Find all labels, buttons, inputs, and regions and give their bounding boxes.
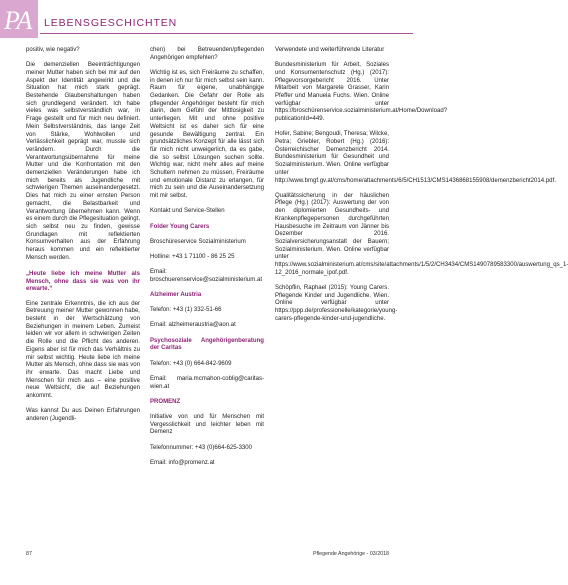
contact-org: Folder Young Carers (150, 223, 210, 230)
contact-org: PROMENZ (150, 398, 181, 405)
contact-block (150, 292, 264, 330)
contact-line: Initiative von und für Menschen mit Vergesslichkeit und leichter leben mit Demenz (150, 413, 264, 436)
question-tail: chen) bei Betreuenden/pflegenden Angehörigen empfehlen? (150, 47, 264, 61)
paragraph: Eine zentrale Erkenntnis, die ich aus der Betreuung meiner Mutter gewonnen habe, besteht in der Wertschätzung von Beziehungen in meinem Leben. Zumeist leiden wir vor allem in schwierigen Zeiten die Rolle und die Pflicht des anderen. Eigens aber ist für mich das Verhältnis zu mir selbst wichtig. Heute liebe ich meine Mutter als Mensch, ohne dass sie was von ihr erwarte. Das macht Liebe und Menschen für mich aus – eine positive neue Weltsicht, die auf Beziehungen ankommt. (26, 300, 140, 400)
contact-line: Telefon: +43 (1) 332-51-66 (150, 307, 222, 314)
svg-text:PA: PA (4, 6, 33, 35)
question: Was kannst Du aus Deinen Erfahrungen anderen (Jugendli- (26, 408, 140, 422)
paragraph: Wichtig ist es, sich Freiräume zu schaffen, in denen ich nur für mich selbst sein kann. Raum für eigene, unabhängige Gedanken. Die Gefahr der Rolle als pflegender Angehöriger besteht für mich darin, dem Gefühl der Mittlosigkeit zu unterliegen. Mit und ohne positive Weltsicht ist es daher sich für eine gesunde Bewältigung zentral. Ein grundsätzliches Konzept für alle lässt sich für mich nicht unweigerlich, da es gabe, die so selbst Lösungen suchen sollte. Wichtig war, nicht mehr alles auf meine Schultern nehmen zu müssen, Freiräume und emotionale Distanz zu erlangen, für mich zu sein und die Auseinandersetzung mit mir selbst. (150, 69, 264, 200)
contact-line: Telefon: +43 (0) 664-842-9609 (150, 360, 232, 367)
reference: Bundesministerium für Arbeit, Soziales und Konsumentenschutz (Hg.) (2017): Pflegevorsorgebericht 2016. Unter Mitarbeit von Margarete Grasser, Karin Pfeffer und Manuela Fuchs. Wien. Online verfügbar unter https://broschürenservice.sozialministerium.at/Home/Download?publicationId=449. (275, 62, 448, 123)
contact-org: Alzheimer Austria (150, 292, 202, 299)
page-number: 87 (26, 551, 32, 557)
contact-org: Psychosoziale Angehörigenberatung der Caritas (150, 337, 264, 352)
contact-line: Hotline: +43 1 71100 - 86 25 25 (150, 253, 235, 260)
literature-heading: Verwendete und weiterführende Literatur (275, 47, 385, 53)
contact-block (150, 224, 264, 285)
column-2 (150, 47, 264, 475)
section-title: LEBENSGESCHICHTEN (44, 17, 178, 29)
reference: Schöpflin, Raphael (2015): Young Carers. Pflegende Kinder und Jugendliche. Wien. Online verfügbar unter https://ppp.de/professionelle/kategorie/young-carers-pflegende-kinder-und-jugendliche. (275, 284, 398, 322)
contact-block (150, 338, 264, 392)
reference: Hofer, Sabine; Bengoudi, Theresa; Wilcke, Petra; Griebler, Robert (Hg.) (2016): Österreichischer Demenzbericht 2014. Bundesministerium für Gesundheit und Sozialministerium. Wien. Online verfügbar unter http://www.bmgf.gv.at/cms/home/attachments/6/5/CH1513/CMS1436868155908/demenzbericht2014.pdf. (275, 131, 556, 184)
column-3 (275, 47, 568, 331)
header-divider (40, 33, 413, 34)
contact-line: Email: maria.mcmahon-coblig@caritas-wien.at (150, 375, 264, 390)
contacts-heading: Kontakt und Service-Stellen (150, 208, 225, 215)
pa-logo-icon (0, 0, 38, 38)
reference: Qualitätssicherung in der häuslichen Pflege (Hg.) (2017): Auswertung der von den diplomierten Gesundheits- und Krankenpflegepersonen durchgeführten Hausbesuche im Zeitraum von Jänner bis Dezember 2016. Sozialversicherungsanstalt der Bauern; Sozialministerium. Wien. Online verfügbar unter https://www.sozialministerium.at/cms/site/attachments/1/5/2/CH3434/CMS1490789583300/auswertung_qs_1-12_2016_normale_ipof.pdf. (275, 192, 568, 276)
contact-line: Email: alzheimeraustria@aon.at (150, 322, 236, 329)
contact-block (150, 399, 264, 468)
column-1 (26, 47, 140, 424)
contact-line: Telefonnummer: +43 (0)664-625-3300 (150, 444, 253, 451)
contact-line: Broschüreservice Sozialministerium (150, 238, 246, 245)
contact-line: Email: broschuerenservice@sozialministerium.at (150, 269, 263, 283)
paragraph: Die demenziellen Beeinträchtigungen meiner Mutter haben sich bei mir auf den Aspekt der Identität angewirkt und die Situation hat mich stark geprägt. Bestehende Glaubenshaltungen haben sich grundlegend verändert. Ich habe vieles was selbstverständlich war, in Frage gestellt und für mich neu definiert. Mein Selbstverständnis, das lange Zeit von Stärke, Wohlwollen und Verlässlichkeit geprägt war, musste sich verändern. Durch die Verantwortungsübernahme für meine Mutter und die Konfrontation mit den demenziellen Veränderungen habe ich mich bereits als Jugendliche mit schwierigen Themen auseinandergesetzt. Dies hat mich zu einer ernsten Person gemacht, die Belastbarkeit und Verantwortung übernehmen kann. Wenn es einem durch die Pflegesituation gelingt, sich selbst neu zu finden, gewisse Grundlagen mit reflektierten Konsumverhalten aus der Erfahrung heraus kommen und ein reflektierter Mensch werden. (26, 62, 140, 261)
publication-info: Pflegende Angehörige - 03/2018 (313, 551, 389, 557)
contact-line: Email: info@promenz.at (150, 459, 215, 466)
pull-quote: „Heute liebe ich meine Mutter als Mensch, ohne dass sie was von ihr erwarte.“ (26, 269, 140, 293)
question-tail: positiv, wie negativ? (26, 47, 80, 53)
